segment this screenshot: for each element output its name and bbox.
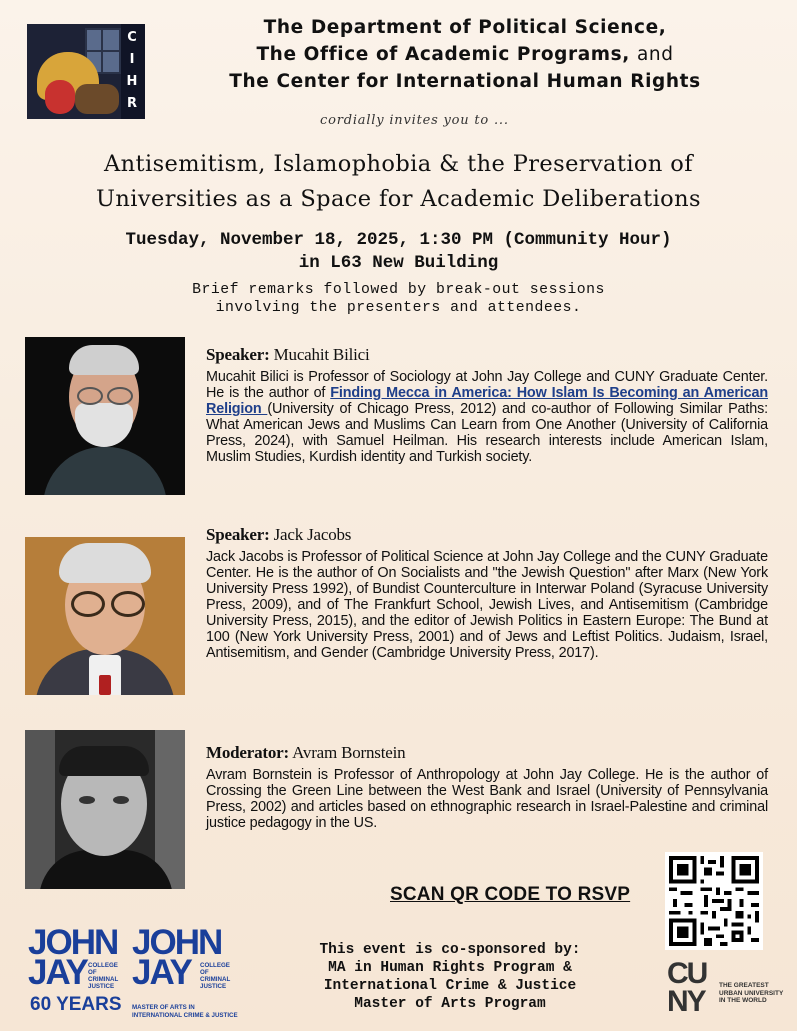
speaker-heading: Speaker: Jack Jacobs [206,525,352,544]
john-jay-60-years-logo: JOHN JAY COLLEGE OF CRIMINAL JUSTICE 60 YEARS [28,923,122,1015]
event-title-line-1: Antisemitism, Islamophobia & the Preservation of [104,151,693,177]
speaker-photo-jacobs [25,537,185,695]
speaker-bio-text: Mucahit Bilici is Professor of Sociology at John Jay College and CUNY Graduate Center. He is the author of Finding Mecca in America: How Islam Is Becoming an American Religion (University of Chicago Press, 2012) and co-author of Following Similar Paths: What American Jews and Muslims Can Learn from One Another (University of California Press, 2024), with Samuel Heilman. His research interests include American Islam, Muslim Studies, Kurdish identity and Turkish society. [206,369,768,465]
john-jay-ma-logo: JOHN JAY COLLEGE OF CRIMINAL JUSTICE MASTER OF ARTS IN INTERNATIONAL CRIME & JUSTICE [132,923,238,1019]
rsvp-qr-code[interactable] [665,852,763,950]
qr-code-icon [665,852,763,950]
logo-letter-c: C [127,30,137,45]
moderator-photo-bornstein [25,730,185,889]
moderator-bio-bornstein [206,743,768,831]
organizer-line-3: The Center for International Human Rights [229,71,701,92]
rsvp-label: SCAN QR CODE TO RSVP [390,884,631,905]
event-location: in L63 New Building [298,253,499,273]
moderator-bio-text: Avram Bornstein is Professor of Anthropology at John Jay College. He is the author of Crossing the Green Line between the West Bank and Israel (University of Pennsylvania Press, 2002) and articles based on ethnographic research in Israel-Palestine and criminal justice pedagogy in the US. [206,767,768,831]
event-format-line-2: involving the presenters and attendees. [215,300,582,316]
organizer-line-2: The Office of Academic Programs, and [256,44,674,65]
event-format-line-1: Brief remarks followed by break-out sessions [192,282,605,298]
event-date: Tuesday, November 18, 2025, 1:30 PM (Community Hour) [125,230,672,250]
book-link[interactable]: Finding Mecca in America: How Islam Is Becoming an American Religion [206,385,768,417]
speaker-bio-jacobs [206,525,768,661]
cuny-logo: CUNY THE GREATEST URBAN UNIVERSITY IN THE WORLD [667,957,784,1018]
event-title-line-2: Universities as a Space for Academic Deliberations [96,186,701,212]
speaker-heading: Speaker: Mucahit Bilici [206,345,370,364]
cihr-logo [27,24,145,119]
organizer-line-1: The Department of Political Science, [263,17,667,38]
speaker-bio-text: Jack Jacobs is Professor of Political Science at John Jay College and the CUNY Graduate Center. He is the author of On Socialists and "the Jewish Question" after Marx (New York University Press 1992), of Bundist Counterculture in Interwar Poland (Syracuse University Press, 2009), and of The Frankfurt School, Jewish Lives, and Antisemitism (Cambridge University Press, 2015), and the editor of Jewish Politics in Eastern Europe: The Bund at 100 (New York University Press, 2001) and of Jews and Leftist Politics. Judaism, Israel, Antisemitism, and Gender (Cambridge University Press, 2017). [206,549,768,661]
logo-letter-h: H [126,74,138,89]
moderator-heading: Moderator: Avram Bornstein [206,743,406,762]
speaker-bio-bilici [206,345,768,465]
invite-text: cordially invites you to ... [320,113,509,128]
speaker-photo-bilici [25,337,185,495]
cosponsor-block: This event is co-sponsored by: MA in Human Rights Program & International Crime & Justice Master of Arts Program [319,942,581,1012]
logo-letter-i: I [129,52,135,67]
logo-letter-r: R [126,96,137,111]
